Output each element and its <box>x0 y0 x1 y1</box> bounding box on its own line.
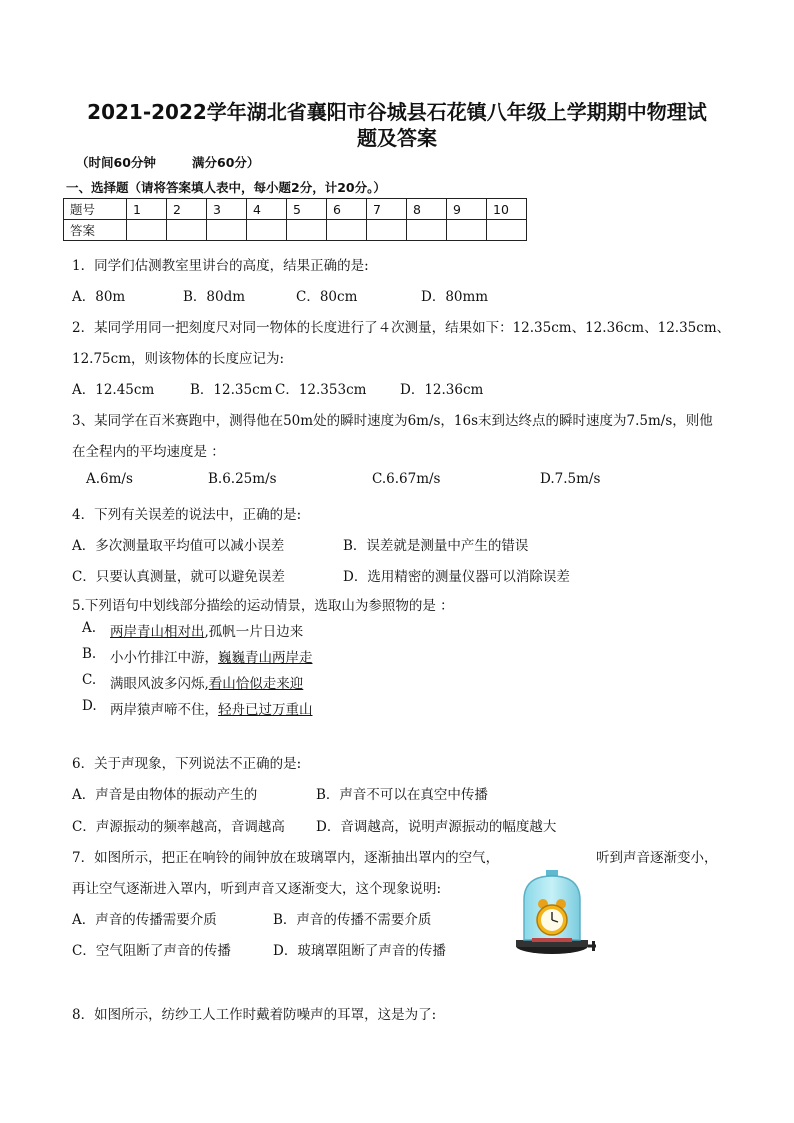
answer-cell[interactable] <box>167 220 207 241</box>
q5-option-a-text: 两岸青山相对出,孤帆一片日边来 <box>110 624 304 640</box>
q4-option-a: A．多次测量取平均值可以减小误差 <box>72 538 285 554</box>
question-8-stem: 8．如图所示，纺纱工人工作时戴着防噪声的耳罩，这是为了: <box>72 1007 437 1023</box>
q6-option-d: D．音调越高，说明声源振动的幅度越大 <box>316 819 557 835</box>
question-7-stem-line1b: 听到声音逐渐变小， <box>596 850 718 866</box>
q6-option-b: B．声音不可以在真空中传播 <box>316 787 488 803</box>
question-6-stem: 6．关于声现象，下列说法不正确的是: <box>72 756 302 772</box>
underlined-phrase: 看山恰似走来迎 <box>208 676 304 692</box>
q3-option-a: A.6m/s <box>86 471 133 487</box>
q3-option-c: C.6.67m/s <box>372 471 441 487</box>
q4-option-b: B．误差就是测量中产生的错误 <box>343 538 529 554</box>
q7-option-b: B．声音的传播不需要介质 <box>273 912 432 928</box>
q5-option-c-text: 满眼风波多闪烁,看山恰似走来迎 <box>110 676 304 692</box>
q6-option-a: A．声音是由物体的振动产生的 <box>72 787 258 803</box>
q1-option-b: B．80dm <box>183 289 246 305</box>
table-row <box>64 220 527 241</box>
question-2-stem-line2: 12.75cm，则该物体的长度应记为: <box>72 351 285 367</box>
table-cell: 10 <box>487 199 527 220</box>
q5-option-d-text: 两岸猿声啼不住，轻舟已过万重山 <box>110 702 313 718</box>
table-cell: 1 <box>127 199 167 220</box>
question-1-stem: 1．同学们估测教室里讲台的高度，结果正确的是: <box>72 258 369 274</box>
answer-cell[interactable] <box>487 220 527 241</box>
q5-option-b-label: B. <box>82 646 97 662</box>
section-1-heading: 一、选择题（请将答案填人表中，每小题2分，计20分。） <box>66 180 386 195</box>
table-cell: 5 <box>287 199 327 220</box>
table-cell: 4 <box>247 199 287 220</box>
answer-cell[interactable] <box>447 220 487 241</box>
answer-cell[interactable] <box>207 220 247 241</box>
q5-option-b-text: 小小竹排江中游，巍巍青山两岸走 <box>110 650 313 666</box>
doc-title-line2: 题及答案 <box>357 126 437 150</box>
q1-option-c: C．80cm <box>296 289 358 305</box>
table-row <box>64 199 527 220</box>
q1-option-d: D．80mm <box>421 289 489 305</box>
question-7-stem-line2: 再让空气逐渐进入罩内，听到声音又逐渐变大，这个现象说明: <box>72 881 442 897</box>
table-cell: 答案 <box>64 220 127 241</box>
answer-cell[interactable] <box>367 220 407 241</box>
exam-time: （时间60分钟 <box>76 155 156 170</box>
q2-option-a: A．12.45cm <box>72 382 155 398</box>
answer-cell[interactable] <box>247 220 287 241</box>
exam-score: 满分60分） <box>192 155 260 170</box>
q5-option-d-label: D. <box>82 698 97 714</box>
underlined-phrase: 轻舟已过万重山 <box>218 702 313 718</box>
q4-option-d: D．选用精密的测量仪器可以消除误差 <box>343 569 570 585</box>
q1-option-a: A．80m <box>72 289 126 305</box>
bell-jar-alarm-clock-illustration <box>512 866 598 962</box>
underlined-phrase: 两岸青山相对出 <box>110 624 205 640</box>
q7-option-d: D．玻璃罩阻断了声音的传播 <box>273 943 446 959</box>
q4-option-c: C．只要认真测量，就可以避免误差 <box>72 569 285 585</box>
question-3-stem-line2: 在全程内的平均速度是 ： <box>72 444 225 460</box>
q7-option-c: C．空气阻断了声音的传播 <box>72 943 231 959</box>
table-cell: 3 <box>207 199 247 220</box>
underlined-phrase: 巍巍青山两岸走 <box>218 650 313 666</box>
table-cell: 2 <box>167 199 207 220</box>
question-4-stem: 4．下列有关误差的说法中，正确的是: <box>72 507 302 523</box>
answer-cell[interactable] <box>407 220 447 241</box>
q3-option-d: D.7.5m/s <box>540 471 601 487</box>
answer-cell[interactable] <box>287 220 327 241</box>
q2-option-b: B．12.35cm <box>190 382 273 398</box>
table-cell: 7 <box>367 199 407 220</box>
question-5-stem: 5.下列语句中划线部分描绘的运动情景，选取山为参照物的是 ： <box>72 598 454 614</box>
q7-option-a: A．声音的传播需要介质 <box>72 912 217 928</box>
table-cell: 6 <box>327 199 367 220</box>
q5-option-a-label: A. <box>82 620 97 636</box>
q5-option-c-label: C. <box>82 672 97 688</box>
table-cell: 9 <box>447 199 487 220</box>
question-7-stem-line1a: 7．如图所示，把正在响铃的闹钟放在玻璃罩内，逐渐抽出罩内的空气， <box>72 850 500 866</box>
q6-option-c: C．声源振动的频率越高，音调越高 <box>72 819 285 835</box>
q2-option-c: C．12.353cm <box>275 382 367 398</box>
table-cell: 8 <box>407 199 447 220</box>
table-cell: 题号 <box>64 199 127 220</box>
question-3-stem-line1: 3、某同学在百米赛跑中，测得他在50m处的瞬时速度为6m/s，16s末到达终点的瞬时速度为7.5m/s，则他 <box>72 413 713 429</box>
answer-cell[interactable] <box>127 220 167 241</box>
doc-title-line1: 2021-2022学年湖北省襄阳市谷城县石花镇八年级上学期期中物理试 <box>87 100 707 124</box>
question-2-stem-line1: 2．某同学用同一把刻度尺对同一物体的长度进行了４次测量，结果如下：12.35cm、12.36cm、12.35cm、 <box>72 320 731 336</box>
answer-cell[interactable] <box>327 220 367 241</box>
answer-table <box>63 198 527 241</box>
q3-option-b: B.6.25m/s <box>208 471 277 487</box>
q2-option-d: D．12.36cm <box>400 382 484 398</box>
